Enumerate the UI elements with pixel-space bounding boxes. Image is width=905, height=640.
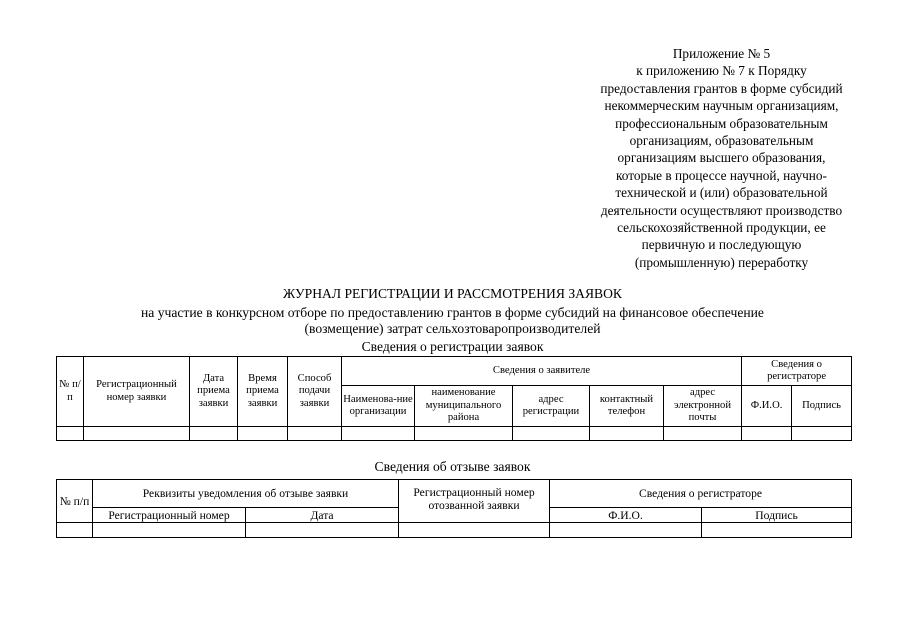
col-header-withdrawn-reg-number: Регистрационный номер отозванной заявки [399,480,550,523]
col-header-num: № п/п [57,357,84,427]
col-header-fio: Ф.И.О. [742,386,792,427]
col-header-municipality: наименование муниципального района [415,386,513,427]
table-row [57,427,852,441]
col-header-phone: контактный телефон [590,386,664,427]
appendix-line: некоммерческим научным организациям, [604,98,839,114]
col-header-reg-address: адрес регистрации [513,386,590,427]
empty-cell[interactable] [288,427,342,441]
empty-cell[interactable] [238,427,288,441]
withdrawal-table-caption: Сведения об отзыве заявок [374,459,531,474]
empty-cell[interactable] [342,427,415,441]
group-header-applicant: Сведения о заявителе [342,357,742,386]
col-header-reg-number: Регистрационный номер заявки [84,357,190,427]
empty-cell[interactable] [93,523,246,538]
appendix-line: предоставления грантов в форме субсидий [600,80,843,96]
group-header-notice: Реквизиты уведомления об отзыве заявки [93,480,399,508]
empty-cell[interactable] [57,523,93,538]
registration-table-caption: Сведения о регистрации заявок [361,339,544,354]
col-header-org-name: Наименова-ние организации [342,386,415,427]
empty-cell[interactable] [399,523,550,538]
col-header-email: адрес электронной почты [664,386,742,427]
appendix-line: первичную и последующую [641,237,802,253]
appendix-line: организациям высшего образования, [617,150,826,166]
empty-cell[interactable] [590,427,664,441]
empty-cell[interactable] [57,427,84,441]
appendix-line: к приложению № 7 к Порядку [636,63,807,79]
empty-cell[interactable] [84,427,190,441]
empty-cell[interactable] [513,427,590,441]
col-header-signature: Подпись [792,386,852,427]
appendix-line: (промышленную) переработку [634,254,809,270]
empty-cell[interactable] [702,523,852,538]
registration-table [56,356,852,441]
appendix-header [549,45,894,271]
empty-cell[interactable] [190,427,238,441]
col-header-fio: Ф.И.О. [550,508,702,523]
empty-cell[interactable] [415,427,513,441]
table-row [57,523,852,538]
col-header-num: № п/п [57,480,93,523]
empty-cell[interactable] [550,523,702,538]
appendix-line: Приложение № 5 [672,46,771,61]
appendix-line: организациям, образовательным [629,133,814,149]
group-header-registrar: Сведения о регистраторе [550,480,852,508]
empty-cell[interactable] [246,523,399,538]
empty-cell[interactable] [664,427,742,441]
empty-cell[interactable] [792,427,852,441]
appendix-line: сельскохозяйственной продукции, ее [617,220,826,236]
journal-subtitle-line1: на участие в конкурсном отборе по предоставлению грантов в форме субсидий на финансовое обеспечение [141,305,764,320]
withdrawal-table [56,479,852,538]
col-header-notice-reg-number: Регистрационный номер [93,508,246,523]
empty-cell[interactable] [742,427,792,441]
appendix-line: деятельности осуществляют производство [600,202,843,218]
appendix-line: которые в процессе научной, научно- [616,167,827,183]
group-header-registrar: Сведения о регистраторе [742,357,852,386]
journal-title: ЖУРНАЛ РЕГИСТРАЦИИ И РАССМОТРЕНИЯ ЗАЯВОК [283,286,622,301]
col-header-notice-date: Дата [246,508,399,523]
col-header-time: Время приема заявки [238,357,288,427]
journal-subtitle-line2: (возмещение) затрат сельхозтоваропроизводителей [304,321,601,336]
appendix-line: технической и (или) образовательной [615,185,828,201]
appendix-line: профессиональным образовательным [615,115,828,131]
col-header-signature: Подпись [702,508,852,523]
col-header-method: Способ подачи заявки [288,357,342,427]
col-header-date: Дата приема заявки [190,357,238,427]
